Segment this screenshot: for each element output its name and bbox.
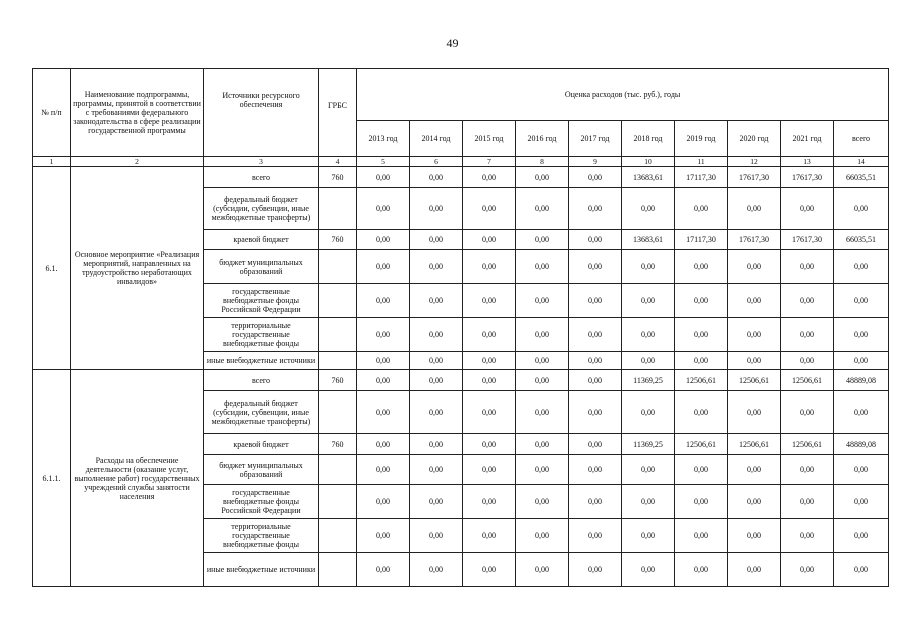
grbs-code [319,318,357,352]
year-value: 0,00 [781,519,834,553]
total-value: 0,00 [834,455,889,485]
year-value: 0,00 [728,188,781,230]
grbs-code [319,455,357,485]
column-index-cell: 6 [410,157,463,167]
grbs-code: 760 [319,434,357,455]
year-value: 0,00 [516,318,569,352]
column-index-cell: 8 [516,157,569,167]
year-value: 12506,61 [781,370,834,391]
year-value: 0,00 [357,434,410,455]
year-value: 0,00 [357,250,410,284]
column-index-cell: 12 [728,157,781,167]
page-number: 49 [446,36,459,50]
year-value: 0,00 [357,230,410,250]
year-value: 0,00 [622,455,675,485]
year-value: 0,00 [410,519,463,553]
year-value: 0,00 [569,318,622,352]
column-index-row [33,157,889,167]
table-row [33,167,889,188]
year-value: 0,00 [622,318,675,352]
total-value: 48889,08 [834,370,889,391]
year-value: 0,00 [569,284,622,318]
header-col-grbs: ГРБС [319,69,357,157]
year-value: 0,00 [516,553,569,587]
year-value: 0,00 [516,167,569,188]
total-value: 0,00 [834,485,889,519]
column-index-cell: 13 [781,157,834,167]
funding-source: краевой бюджет [204,230,319,250]
year-value: 0,00 [675,352,728,370]
year-value: 0,00 [569,434,622,455]
column-index-cell: 3 [204,157,319,167]
header-col-name: Наименование подпрограммы, программы, принятой в соответствии с требованиями федерального законодательства в сфере реализации государственной программы [71,69,204,157]
year-value: 0,00 [675,485,728,519]
header-year: 2017 год [569,121,622,157]
year-value: 0,00 [569,455,622,485]
grbs-code [319,391,357,434]
year-value: 0,00 [410,434,463,455]
column-index-cell: 9 [569,157,622,167]
year-value: 17117,30 [675,230,728,250]
year-value: 0,00 [516,352,569,370]
year-value: 0,00 [622,391,675,434]
year-value: 17617,30 [781,230,834,250]
column-index-cell: 14 [834,157,889,167]
year-value: 0,00 [410,318,463,352]
grbs-code [319,485,357,519]
funding-source: территориальные государственные внебюджетные фонды [204,519,319,553]
funding-source: всего [204,370,319,391]
year-value: 0,00 [410,188,463,230]
header-col-estimate: Оценка расходов (тыс. руб.), годы [357,69,889,121]
header-col-num: № п/п [33,69,71,157]
year-value: 0,00 [781,391,834,434]
year-value: 0,00 [781,284,834,318]
year-value: 0,00 [410,553,463,587]
total-value: 0,00 [834,284,889,318]
year-value: 17617,30 [781,167,834,188]
year-value: 0,00 [357,519,410,553]
year-value: 0,00 [781,455,834,485]
header-col-source: Источники ресурсного обеспечения [204,69,319,157]
year-value: 0,00 [728,485,781,519]
year-value: 0,00 [569,167,622,188]
year-value: 0,00 [675,519,728,553]
column-index-cell: 2 [71,157,204,167]
year-value: 0,00 [410,391,463,434]
year-value: 17617,30 [728,167,781,188]
year-value: 0,00 [728,391,781,434]
year-value: 0,00 [357,167,410,188]
section-name: Расходы на обеспечение деятельности (оказание услуг, выполнение работ) государственных учреждений службы занятости населения [71,370,204,587]
year-value: 13683,61 [622,167,675,188]
year-value: 0,00 [569,250,622,284]
year-value: 0,00 [410,250,463,284]
year-value: 0,00 [569,391,622,434]
year-value: 0,00 [675,553,728,587]
year-value: 0,00 [516,455,569,485]
year-value: 0,00 [781,485,834,519]
year-value: 0,00 [569,188,622,230]
year-value: 0,00 [675,188,728,230]
year-value: 0,00 [463,485,516,519]
year-value: 0,00 [357,455,410,485]
year-value: 17117,30 [675,167,728,188]
header-year: 2021 год [781,121,834,157]
year-value: 0,00 [622,519,675,553]
section-name: Основное мероприятие «Реализация мероприятий, направленных на трудоустройство неработающих инвалидов» [71,167,204,370]
grbs-code [319,352,357,370]
header-year: 2014 год [410,121,463,157]
column-index-cell: 5 [357,157,410,167]
header-year: 2019 год [675,121,728,157]
year-value: 0,00 [410,352,463,370]
year-value: 0,00 [675,318,728,352]
column-index-cell: 11 [675,157,728,167]
year-value: 0,00 [463,250,516,284]
year-value: 0,00 [569,370,622,391]
funding-source: иные внебюджетные источники [204,553,319,587]
grbs-code: 760 [319,370,357,391]
section-number: 6.1. [33,167,71,370]
column-index-cell: 7 [463,157,516,167]
year-value: 0,00 [410,230,463,250]
funding-source: государственные внебюджетные фонды Российской Федерации [204,284,319,318]
year-value: 0,00 [463,318,516,352]
header-year: 2018 год [622,121,675,157]
year-value: 0,00 [516,519,569,553]
year-value: 0,00 [463,352,516,370]
grbs-code [319,250,357,284]
grbs-code [319,553,357,587]
funding-source: краевой бюджет [204,434,319,455]
year-value: 0,00 [569,553,622,587]
year-value: 0,00 [569,352,622,370]
year-value: 0,00 [622,352,675,370]
funding-source: бюджет муниципальных образований [204,455,319,485]
total-value: 0,00 [834,352,889,370]
grbs-code [319,284,357,318]
year-value: 0,00 [410,370,463,391]
year-value: 0,00 [516,188,569,230]
year-value: 0,00 [622,188,675,230]
year-value: 0,00 [357,485,410,519]
total-value: 0,00 [834,318,889,352]
year-value: 0,00 [463,188,516,230]
header-year: 2013 год [357,121,410,157]
year-value: 0,00 [463,455,516,485]
year-value: 17617,30 [728,230,781,250]
year-value: 0,00 [516,370,569,391]
year-value: 0,00 [516,284,569,318]
year-value: 12506,61 [728,434,781,455]
grbs-code [319,188,357,230]
year-value: 0,00 [728,455,781,485]
budget-table [32,68,889,587]
year-value: 0,00 [463,434,516,455]
header-row [33,69,889,121]
year-value: 0,00 [781,188,834,230]
year-value: 0,00 [357,553,410,587]
total-value: 0,00 [834,553,889,587]
year-value: 0,00 [675,391,728,434]
year-value: 0,00 [516,485,569,519]
year-value: 0,00 [675,455,728,485]
year-value: 0,00 [622,284,675,318]
total-value: 0,00 [834,250,889,284]
header-year: 2020 год [728,121,781,157]
grbs-code: 760 [319,230,357,250]
year-value: 0,00 [463,391,516,434]
header-year: 2015 год [463,121,516,157]
year-value: 11369,25 [622,370,675,391]
year-value: 0,00 [357,188,410,230]
year-value: 0,00 [675,250,728,284]
year-value: 0,00 [728,250,781,284]
year-value: 0,00 [516,250,569,284]
year-value: 0,00 [463,519,516,553]
year-value: 0,00 [357,391,410,434]
year-value: 0,00 [728,519,781,553]
funding-source: федеральный бюджет (субсидии, субвенции, иные межбюджетные трансферты) [204,391,319,434]
year-value: 0,00 [463,553,516,587]
total-value: 66035,51 [834,167,889,188]
year-value: 0,00 [410,284,463,318]
year-value: 0,00 [357,352,410,370]
year-value: 0,00 [622,250,675,284]
year-value: 0,00 [516,391,569,434]
column-index-cell: 10 [622,157,675,167]
year-value: 0,00 [569,230,622,250]
year-value: 0,00 [728,318,781,352]
funding-source: территориальные государственные внебюджетные фонды [204,318,319,352]
total-value: 66035,51 [834,230,889,250]
year-value: 0,00 [781,352,834,370]
year-value: 0,00 [728,553,781,587]
year-value: 12506,61 [675,370,728,391]
year-value: 0,00 [357,284,410,318]
year-value: 0,00 [622,485,675,519]
funding-source: федеральный бюджет (субсидии, субвенции, иные межбюджетные трансферты) [204,188,319,230]
column-index-cell: 1 [33,157,71,167]
year-value: 0,00 [781,250,834,284]
year-value: 0,00 [410,485,463,519]
year-value: 0,00 [516,434,569,455]
header-year: 2016 год [516,121,569,157]
total-value: 0,00 [834,188,889,230]
header-year: всего [834,121,889,157]
year-value: 0,00 [463,284,516,318]
year-value: 0,00 [410,455,463,485]
funding-source: всего [204,167,319,188]
total-value: 0,00 [834,391,889,434]
funding-source: государственные внебюджетные фонды Российской Федерации [204,485,319,519]
total-value: 0,00 [834,519,889,553]
year-value: 0,00 [781,553,834,587]
year-value: 0,00 [357,318,410,352]
funding-source: иные внебюджетные источники [204,352,319,370]
year-value: 13683,61 [622,230,675,250]
year-value: 0,00 [516,230,569,250]
year-value: 0,00 [781,318,834,352]
year-value: 12506,61 [675,434,728,455]
year-value: 0,00 [463,167,516,188]
year-value: 0,00 [410,167,463,188]
table-row [33,370,889,391]
year-value: 0,00 [463,370,516,391]
year-value: 0,00 [622,553,675,587]
year-value: 0,00 [728,352,781,370]
column-index-cell: 4 [319,157,357,167]
year-value: 0,00 [728,284,781,318]
section-number: 6.1.1. [33,370,71,587]
total-value: 48889,08 [834,434,889,455]
funding-source: бюджет муниципальных образований [204,250,319,284]
year-value: 0,00 [569,519,622,553]
year-value: 0,00 [675,284,728,318]
grbs-code [319,519,357,553]
year-value: 11369,25 [622,434,675,455]
year-value: 12506,61 [728,370,781,391]
grbs-code: 760 [319,167,357,188]
year-value: 0,00 [463,230,516,250]
year-value: 0,00 [569,485,622,519]
year-value: 0,00 [357,370,410,391]
year-value: 12506,61 [781,434,834,455]
